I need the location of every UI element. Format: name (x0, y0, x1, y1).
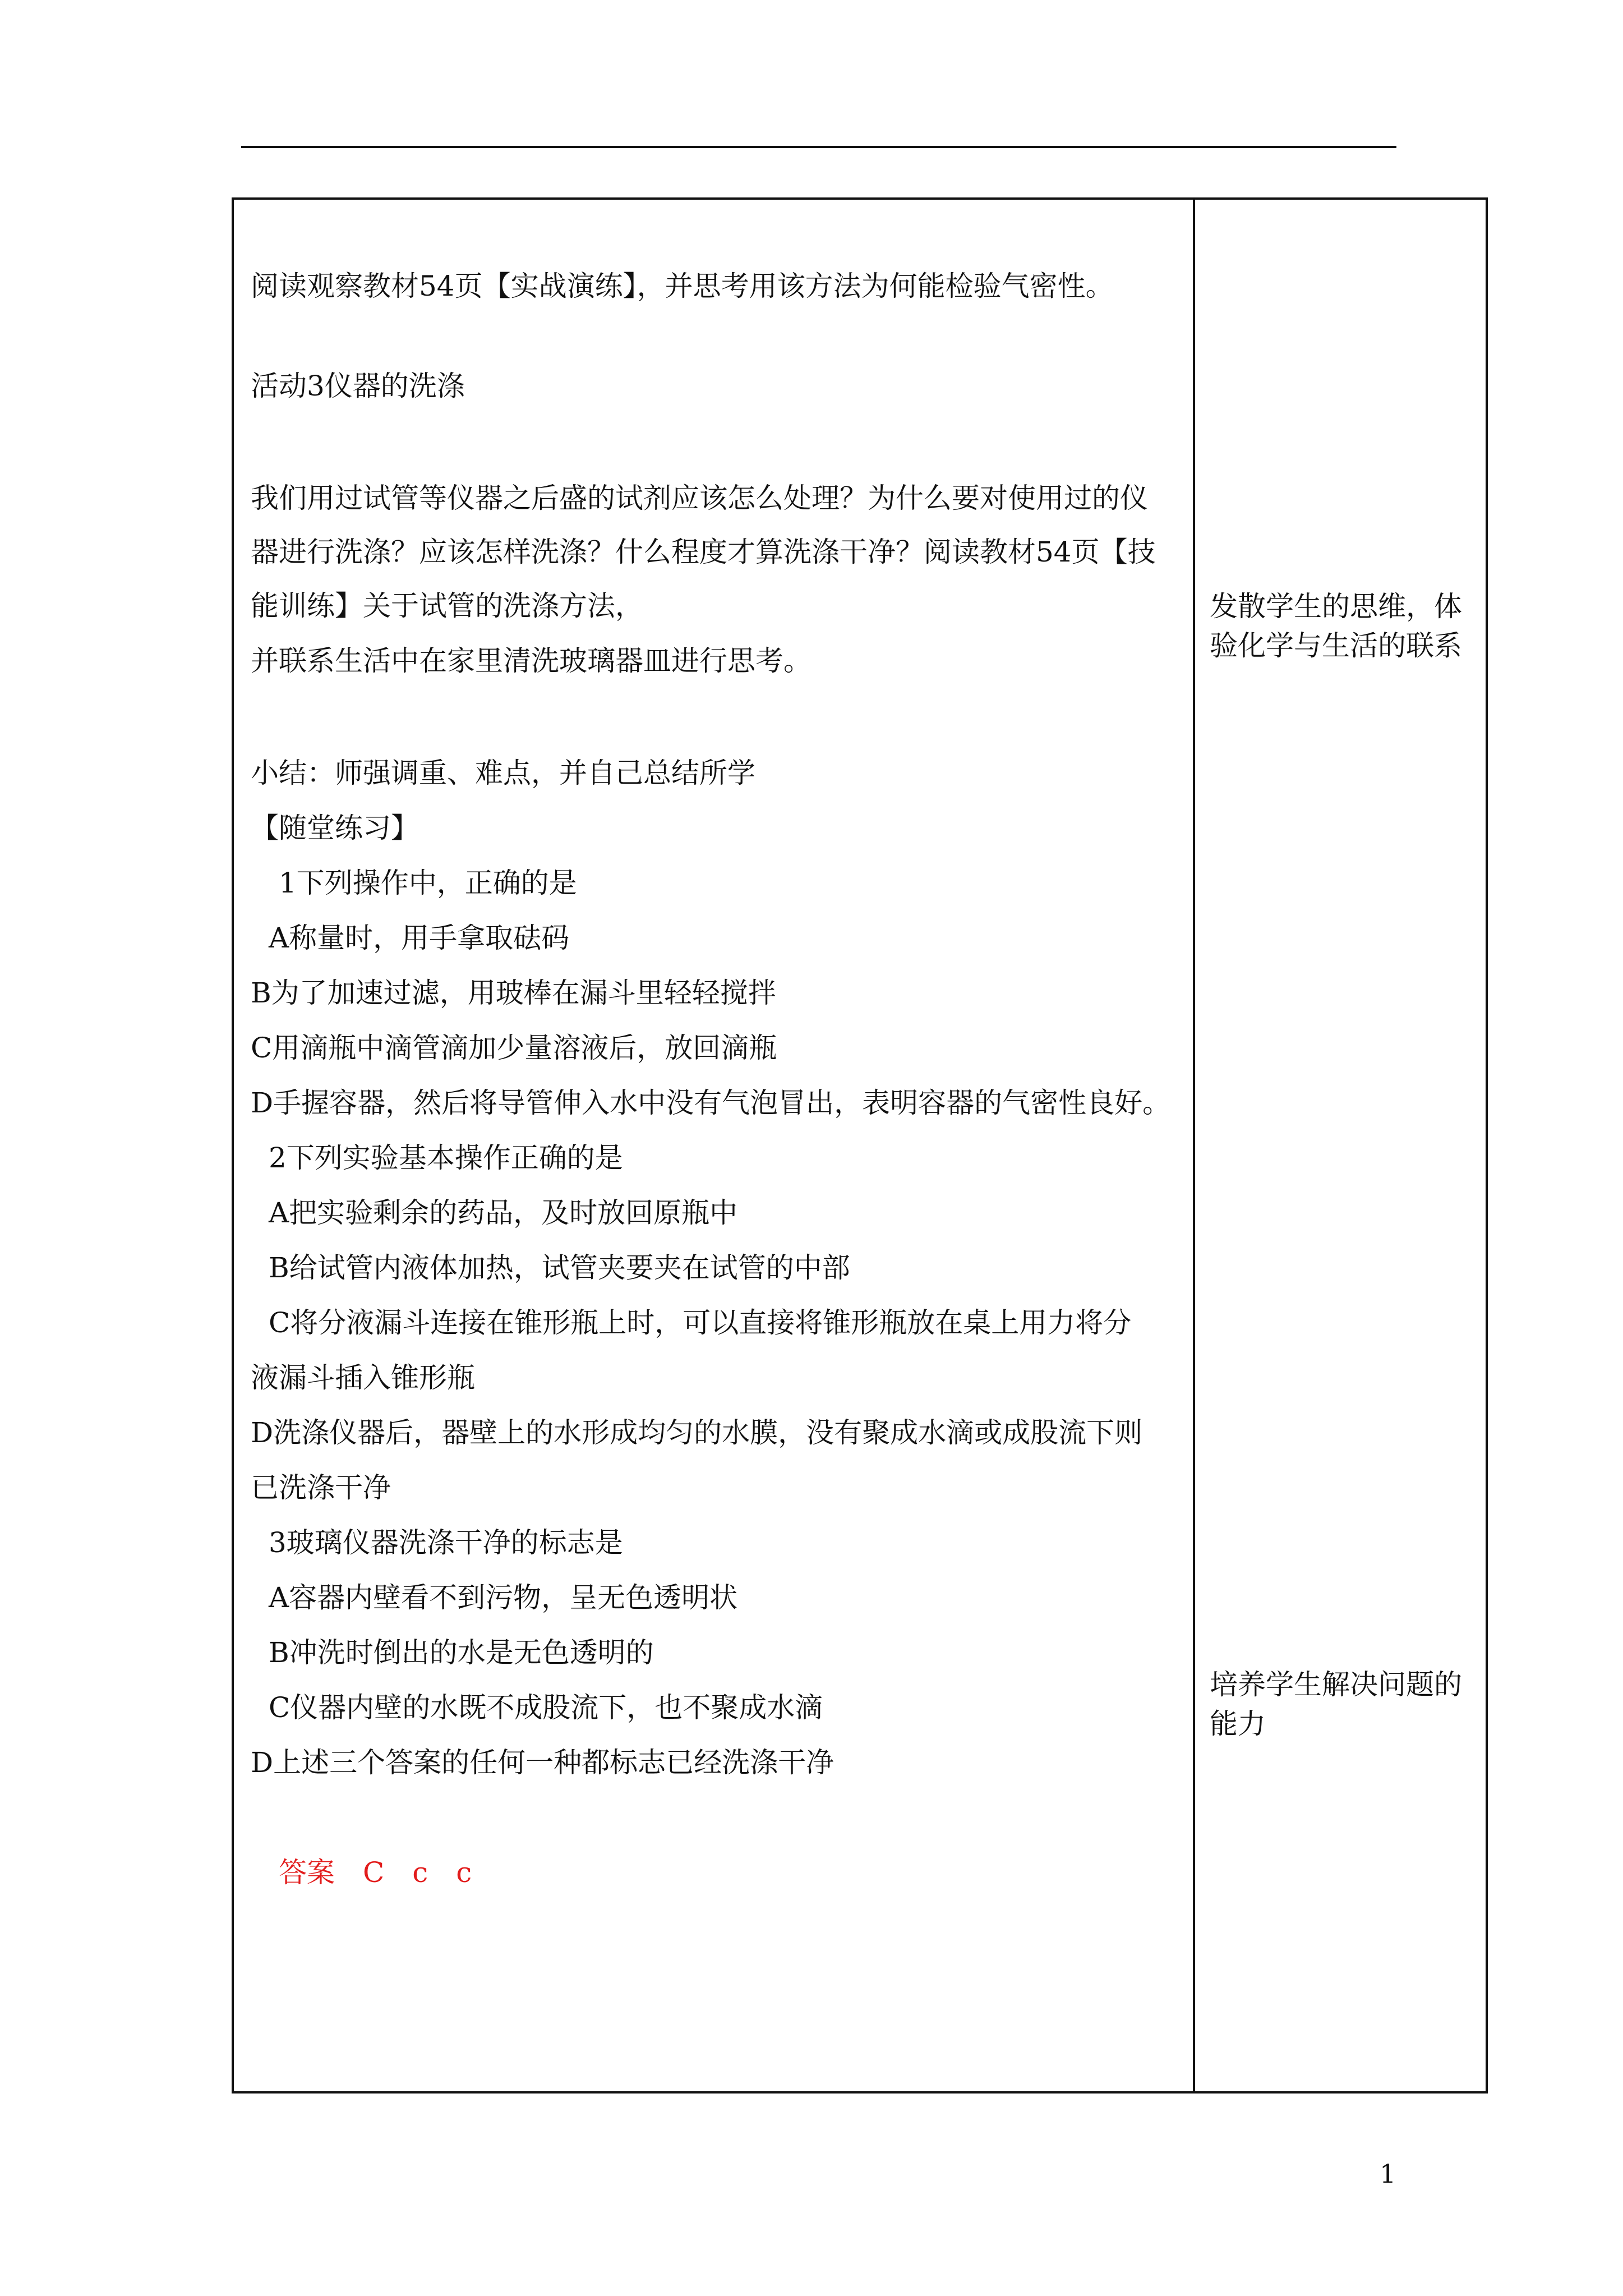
answer: 答案 C c c (279, 1856, 472, 1889)
q1-stem: 1下列操作中，正确的是 (279, 867, 577, 899)
summary: 小结：师强调重、难点，并自己总结所学 (251, 757, 755, 789)
q1-option-c: C用滴瓶中滴管滴加少量溶液后，放回滴瓶 (251, 1032, 777, 1064)
reading-task: 阅读观察教材54页【实战演练】，并思考用该方法为何能检验气密性。 (251, 270, 1114, 302)
q1-option-d: D手握容器，然后将导管伸入水中没有气泡冒出，表明容器的气密性良好。 (251, 1087, 1171, 1119)
q2-stem: 2下列实验基本操作正确的是 (269, 1142, 623, 1174)
lesson-table (232, 197, 1488, 2093)
q2-option-d-line-1: D洗涤仪器后，器壁上的水形成均匀的水膜，没有聚成水滴或成股流下则 (251, 1416, 1143, 1449)
q2-option-a: A把实验剩余的药品，及时放回原瓶中 (269, 1197, 738, 1229)
q1-option-a: A称量时，用手拿取砝码 (269, 922, 570, 954)
activity-title: 活动3仪器的洗涤 (251, 370, 465, 402)
teaching-note-1-line-1: 发散学生的思维，体 (1210, 590, 1462, 623)
q1-option-b: B为了加速过滤，用玻棒在漏斗里轻轻搅拌 (251, 977, 776, 1009)
column-divider (1193, 200, 1195, 2091)
q2-option-d-line-2: 已洗涤干净 (251, 1471, 391, 1504)
q3-option-b: B冲洗时倒出的水是无色透明的 (269, 1636, 654, 1669)
q3-option-a: A容器内壁看不到污物，呈无色透明状 (269, 1581, 738, 1614)
page-number: 1 (1380, 2159, 1396, 2189)
teaching-note-1-line-2: 验化学与生活的联系 (1210, 629, 1462, 662)
teaching-note-2-line-1: 培养学生解决问题的 (1210, 1668, 1462, 1701)
exercise-title: 【随堂练习】 (251, 812, 419, 844)
question-paragraph-line-2: 器进行洗涤？应该怎样洗涤？什么程度才算洗涤干净？阅读教材54页【技 (251, 536, 1156, 568)
q2-option-c-line-2: 液漏斗插入锥形瓶 (251, 1361, 475, 1394)
question-paragraph-line-1: 我们用过试管等仪器之后盛的试剂应该怎么处理？为什么要对使用过的仪 (251, 482, 1148, 514)
q2-option-b: B给试管内液体加热，试管夹要夹在试管的中部 (269, 1251, 850, 1284)
q2-option-c-line-1: C将分液漏斗连接在锥形瓶上时，可以直接将锥形瓶放在桌上用力将分 (269, 1306, 1132, 1339)
q3-option-c: C仪器内壁的水既不成股流下，也不聚成水滴 (269, 1691, 823, 1724)
question-paragraph-line-3: 能训练】关于试管的洗涤方法， (251, 590, 643, 622)
teaching-note-2-line-2: 能力 (1210, 1708, 1266, 1740)
q3-stem: 3玻璃仪器洗涤干净的标志是 (269, 1526, 623, 1559)
teaching-note-1 (1210, 587, 1462, 665)
q3-option-d: D上述三个答案的任何一种都标志已经洗涤干净 (251, 1746, 834, 1779)
teaching-note-2 (1210, 1665, 1462, 1743)
header-rule (241, 146, 1396, 148)
question-paragraph-line-4: 并联系生活中在家里清洗玻璃器皿进行思考。 (251, 645, 811, 677)
